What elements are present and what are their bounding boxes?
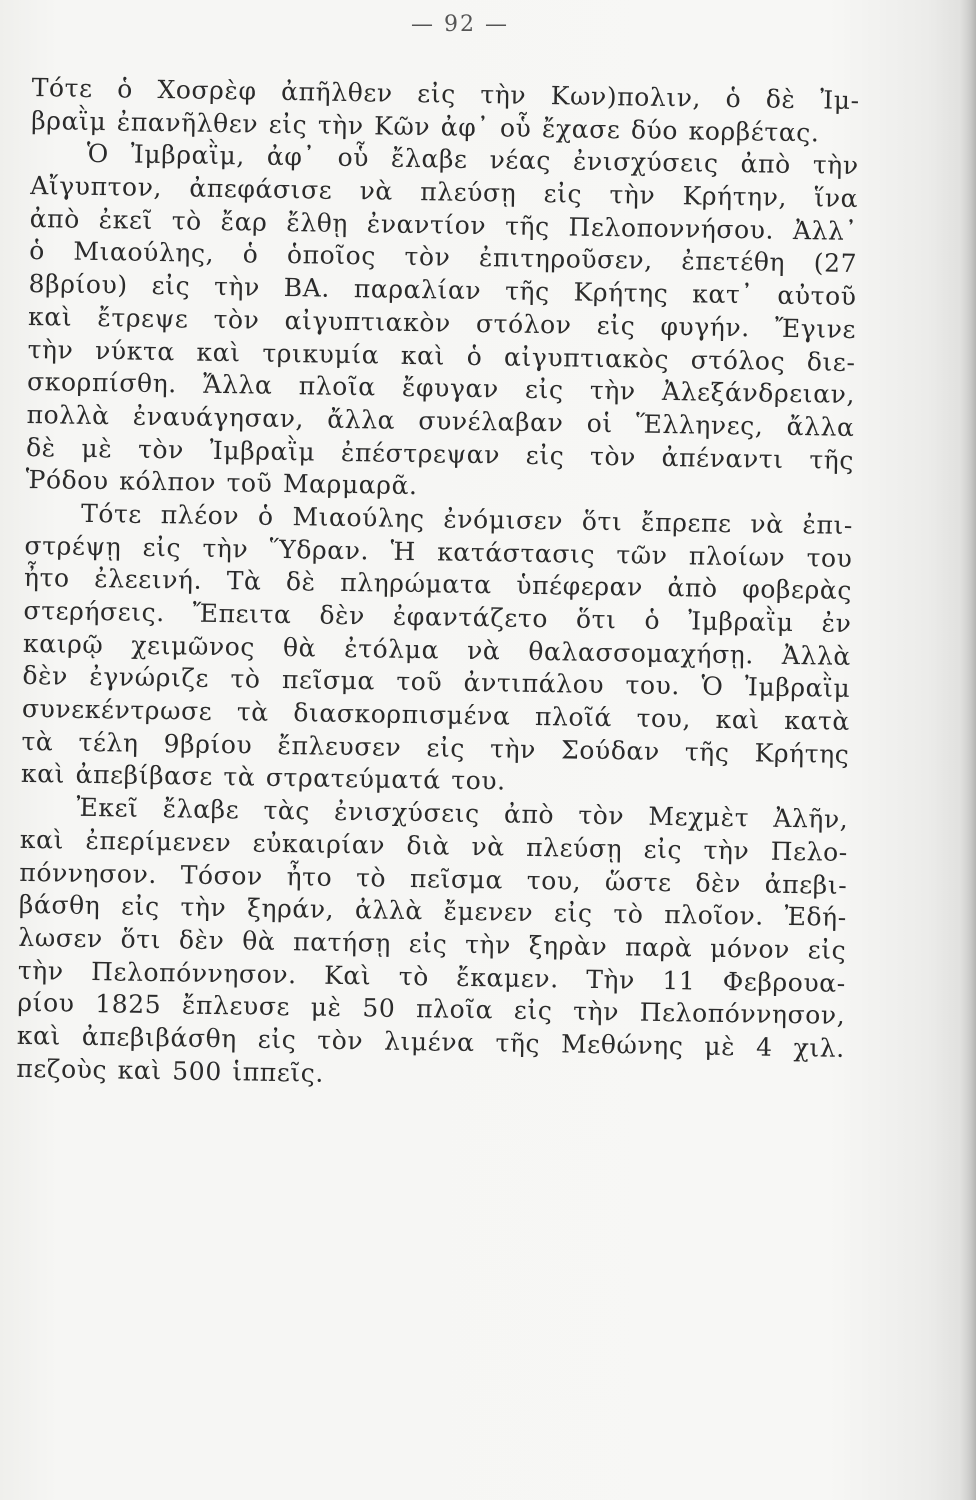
text-line: λωσεν ὅτι δὲν θὰ πατήσῃ εἰς τὴν ξηρὰν παρὰ μόνον εἰς: [18, 922, 847, 965]
body-text: [16, 72, 860, 1098]
text-line: Αἴγυπτον, ἀπεφάσισε νὰ πλεύσῃ εἰς τὴν Κρήτην, ἵνα: [29, 171, 859, 214]
text-line: Ἐκεῖ ἔλαβε τὰς ἐνισχύσεις ἀπὸ τὸν Μεχμὲτ Ἀλῆν,: [76, 792, 849, 835]
text-line: ἦτο ἐλεεινή. Τὰ δὲ πληρώματα ὑπέφεραν ἀπὸ φοβερὰς: [23, 563, 853, 606]
text-line: καὶ ἀπεβιβάσθη εἰς τὸν λιμένα τῆς Μεθώνης μὲ 4 χιλ.: [16, 1020, 845, 1063]
text-line: ρίου 1825 ἔπλευσε μὲ 50 πλοῖα εἰς τὴν Πελοπόννησον,: [17, 988, 846, 1031]
text-line: 8βρίου) εἰς τὴν ΒΑ. παραλίαν τῆς Κρήτης κατ᾽ αὐτοῦ: [28, 269, 857, 312]
page-spine-shadow: [960, 0, 976, 1500]
text-line: ὁ Μιαούλης, ὁ ὁποῖος τὸν ἐπιτηροῦσεν, ἐπετέθη (27: [28, 236, 858, 279]
text-line: τὴν νύκτα καὶ τρικυμία καὶ ὁ αἰγυπτιακὸς στόλος διε-: [27, 334, 856, 377]
text-line: συνεκέντρωσε τὰ διασκορπισμένα πλοῖά του, καὶ κατὰ: [21, 693, 851, 736]
text-line: καὶ ἔτρεψε τὸν αἰγυπτιακὸν στόλον εἰς φυγήν. Ἔγινε: [27, 301, 857, 344]
text-line: σκορπίσθη. Ἄλλα πλοῖα ἔφυγαν εἰς τὴν Ἀλεξάνδρειαν,: [26, 367, 856, 410]
text-line: δὲ μὲ τὸν Ἰμβραῒμ ἐπέστρεψαν εἰς τὸν ἀπέναντι τῆς: [25, 432, 855, 475]
text-line: βραῒμ ἐπανῆλθεν εἰς τὴν Κῶν ἀφ᾽ οὗ ἔχασε δύο κορβέτας.: [31, 105, 820, 148]
text-line: δὲν ἐγνώριζε τὸ πεῖσμα τοῦ ἀντιπάλου του. Ὁ Ἰμβραῒμ: [22, 661, 851, 704]
text-line: στρέψῃ εἰς τὴν Ὕδραν. Ἡ κατάστασις τῶν πλοίων του: [24, 530, 853, 573]
text-line: ἀπὸ ἐκεῖ τὸ ἔαρ ἔλθῃ ἐναντίον τῆς Πελοποννήσου. Ἀλλ᾽: [29, 203, 858, 246]
page-number: — 92 —: [411, 12, 509, 37]
text-line: Τότε πλέον ὁ Μιαούλης ἐνόμισεν ὅτι ἔπρεπε νὰ ἐπι-: [80, 498, 854, 540]
text-line: στερήσεις. Ἔπειτα δὲν ἐφαντάζετο ὅτι ὁ Ἰμβραῒμ ἐν: [23, 595, 852, 638]
text-line: τὴν Πελοπόννησον. Καὶ τὸ ἔκαμεν. Τὴν 11 Φεβρουα-: [17, 955, 847, 998]
text-line: βάσθη εἰς τὴν ξηράν, ἀλλὰ ἔμενεν εἰς τὸ πλοῖον. Ἐδή-: [18, 890, 848, 933]
text-line: καιρῷ χειμῶνος θὰ ἐτόλμα νὰ θαλασσομαχήσῃ. Ἀλλὰ: [22, 628, 852, 671]
text-line: Ὁ Ἰμβραῒμ, ἀφ᾽ οὗ ἔλαβε νέας ἐνισχύσεις ἀπὸ τὴν: [86, 139, 859, 181]
text-line: καὶ ἐπερίμενεν εὐκαιρίαν διὰ νὰ πλεύσῃ εἰς τὴν Πελο-: [19, 824, 849, 867]
text-line: πόννησον. Τόσον ἦτο τὸ πεῖσμα του, ὥστε δὲν ἀπεβι-: [19, 857, 848, 900]
text-line: Τότε ὁ Χοσρὲφ ἀπῆλθεν εἰς τὴν Κων)πολιν, ὁ δὲ Ἰμ-: [31, 72, 860, 116]
text-line: καὶ ἀπεβίβασε τὰ στρατεύματά του.: [20, 759, 506, 796]
text-line: Ῥόδου κόλπον τοῦ Μαρμαρᾶ.: [25, 465, 418, 501]
text-line: τὰ τέλη 9βρίου ἔπλευσεν εἰς τὴν Σούδαν τῆς Κρήτης: [21, 726, 850, 769]
text-line: πεζοὺς καὶ 500 ἱππεῖς.: [16, 1053, 325, 1088]
text-line: πολλὰ ἐναυάγησαν, ἄλλα συνέλαβαν οἱ Ἕλληνες, ἄλλα: [26, 399, 855, 442]
